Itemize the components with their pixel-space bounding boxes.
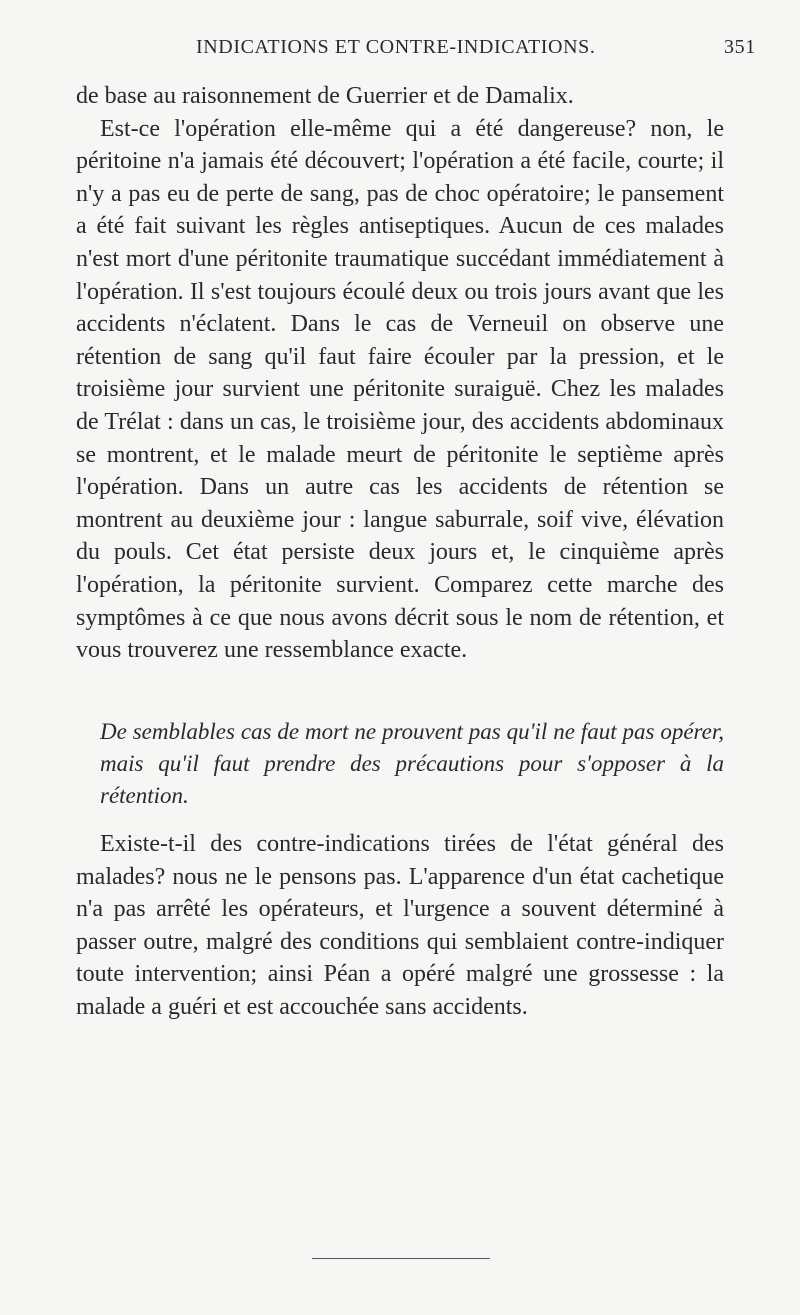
- page-number: 351: [724, 36, 756, 58]
- running-header: [0, 36, 800, 66]
- main-text-lower: [76, 828, 724, 1024]
- paragraph-operation-analysis: Est-ce l'opération elle-même qui a été dangereuse? non, le péritoine n'a jamais été découvert; l'opération a été facile, courte; il n'y a pas eu de perte de sang, pas de choc opératoire; le pansement a été fait suivant les règles antiseptiques. Aucun de ces malades n'est mort d'une péritonite traumatique succédant immédiatement à l'opération. Il s'est toujours écoulé deux ou trois jours avant que les accidents n'éclatent. Dans le cas de Verneuil on observe une rétention de sang qu'il faut faire écouler par la pression, et le troisième jour survient une péritonite suraiguë. Chez les malades de Trélat : dans un cas, le troisième jour, des accidents abdominaux se montrent, et le malade meurt de péritonite le septième après l'opération. Dans un autre cas les accidents de rétention se montrent au deuxième jour : langue saburrale, soif vive, élévation du pouls. Cet état persiste deux jours et, le cinquième après l'opération, la péritonite survient. Comparez cette marche des symptômes à ce que nous avons décrit sous le nom de rétention, et vous trouverez une ressemblance exacte.: [76, 115, 724, 664]
- italic-conclusion-text: De semblables cas de mort ne prouvent pas qu'il ne faut pas opérer, mais qu'il faut prendre des précautions pour s'opposer à la rétention.: [100, 719, 724, 808]
- running-title: INDICATIONS ET CONTRE-INDICATIONS.: [196, 36, 596, 58]
- end-rule: [312, 1258, 490, 1259]
- main-text-upper: [76, 80, 724, 667]
- italic-conclusion: [100, 716, 724, 812]
- paragraph-contra-indications: Existe-t-il des contre-indications tirées de l'état général des malades? nous ne le pensons pas. L'apparence d'un état cachetique n'a pas arrêté les opérateurs, et l'urgence a souvent déterminé à passer outre, malgré des conditions qui semblaient contre-indiquer toute intervention; ainsi Péan a opéré malgré une grossesse : la malade a guéri et est accouchée sans accidents.: [76, 831, 724, 1020]
- paragraph-continued: de base au raisonnement de Guerrier et de Damalix.: [76, 83, 574, 109]
